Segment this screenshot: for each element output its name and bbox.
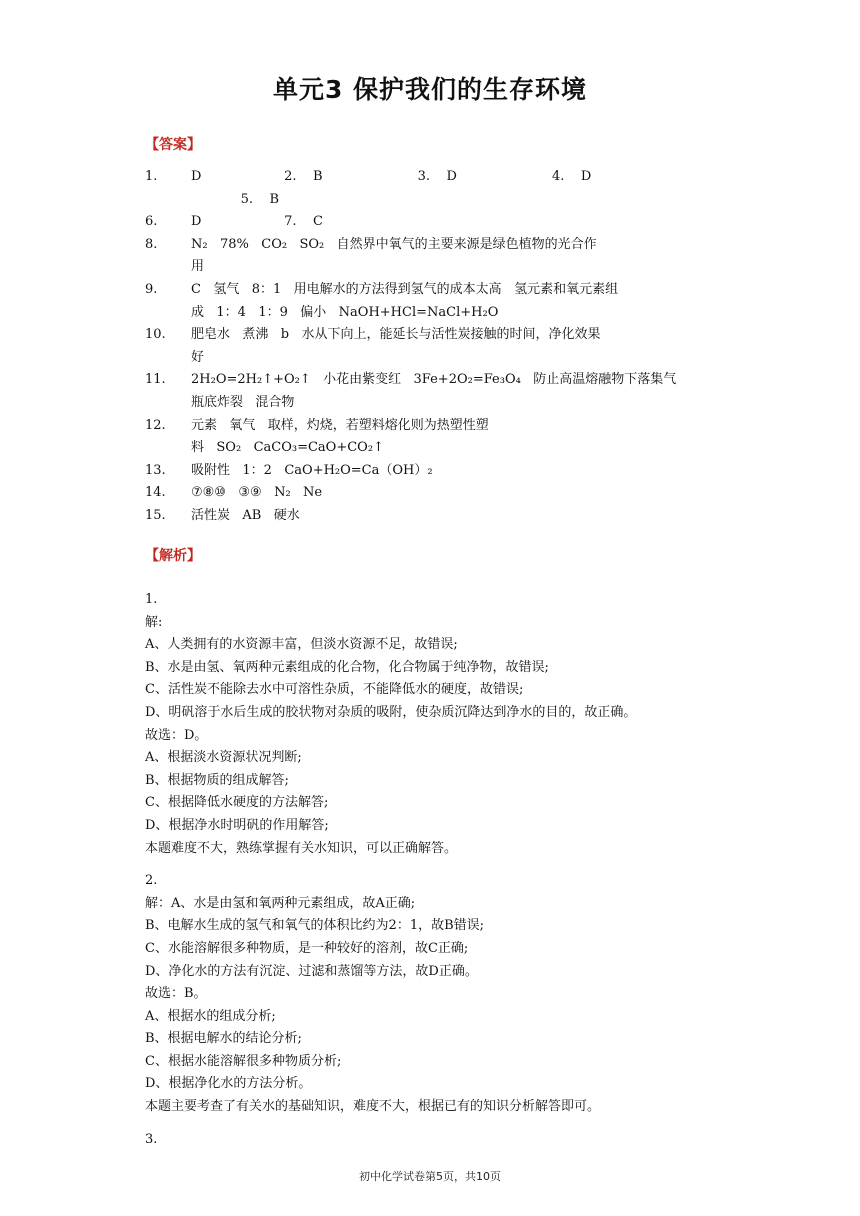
answer-number: 1. <box>145 169 158 184</box>
page-footer: 初中化学试卷第5页，共10页 <box>359 1170 501 1183</box>
analysis-line: 2. <box>145 873 158 889</box>
answer-text: D 7. C <box>191 214 323 230</box>
answer-line <box>145 324 725 347</box>
answer-text: 成 1：4 1：9 偏小 NaOH+HCl=NaCl+H₂O <box>191 304 499 320</box>
analysis-heading: 【解析】 <box>145 548 201 564</box>
answer-text: 元素 氧气 取样，灼烧，若塑料熔化则为热塑性塑 <box>191 417 489 433</box>
answer-number: 12. <box>145 417 166 433</box>
answer-line <box>145 415 725 438</box>
analysis-line: C、根据水能溶解很多种物质分析; <box>145 1053 342 1069</box>
answer-text: 5. B <box>191 191 280 207</box>
paragraph-gap <box>145 1119 745 1129</box>
analysis-body <box>145 589 745 1151</box>
answer-number: 11. <box>145 372 166 388</box>
answer-text: D 2. B 3. D 4. D <box>191 169 592 184</box>
analysis-line: B、根据电解水的结论分析; <box>145 1031 302 1047</box>
page-title: 单元3 保护我们的生存环境 <box>272 75 588 104</box>
answer-text: N₂ 78% CO₂ SO₂ 自然界中氧气的主要来源是绿色植物的光合作 <box>191 236 597 252</box>
answer-line <box>145 189 725 212</box>
analysis-line: 解: <box>145 614 163 630</box>
analysis-line: D、明矾溶于水后生成的胶状物对杂质的吸附，使杂质沉降达到净水的目的，故正确。 <box>145 704 637 720</box>
answer-line <box>145 234 725 257</box>
answer-line <box>145 279 725 302</box>
analysis-line: 3. <box>145 1131 158 1147</box>
analysis-line: A、根据淡水资源状况判断; <box>145 750 302 766</box>
answer-line <box>145 166 725 189</box>
analysis-line: A、根据水的组成分析; <box>145 1008 276 1024</box>
answer-list <box>145 166 725 528</box>
answer-text: 用 <box>191 259 205 275</box>
analysis-line: 故选：D。 <box>145 727 208 743</box>
answer-number: 8. <box>145 236 158 252</box>
answer-number: 9. <box>145 281 158 297</box>
analysis-line: A、人类拥有的水资源丰富，但淡水资源不足，故错误; <box>145 637 458 653</box>
answer-text: ⑦⑧⑩ ③⑨ N₂ Ne <box>191 485 323 501</box>
answer-line <box>145 347 725 370</box>
analysis-line: D、根据净化水的方法分析。 <box>145 1076 312 1092</box>
analysis-line: 本题难度不大，熟练掌握有关水知识，可以正确解答。 <box>145 840 458 856</box>
answer-line <box>145 505 725 528</box>
answer-line <box>145 482 725 505</box>
analysis-line: B、水是由氢、氧两种元素组成的化合物，化合物属于纯净物，故错误; <box>145 659 549 675</box>
analysis-line: D、净化水的方法有沉淀、过滤和蒸馏等方法，故D正确。 <box>145 963 478 979</box>
analysis-line: B、根据物质的组成解答; <box>145 772 289 788</box>
answer-text: 料 SO₂ CaCO₃=CaO+CO₂↑ <box>191 440 384 456</box>
analysis-line: C、根据降低水硬度的方法解答; <box>145 795 329 811</box>
analysis-line: 故选：B。 <box>145 986 207 1002</box>
answer-line <box>145 437 725 460</box>
answer-line <box>145 369 725 392</box>
paragraph-gap <box>145 860 745 870</box>
answer-line <box>145 211 725 234</box>
answer-number: 13. <box>145 462 166 478</box>
answer-line <box>145 460 725 483</box>
answer-line <box>145 302 725 325</box>
answer-number: 6. <box>145 214 158 230</box>
analysis-line: 解：A、水是由氢和氧两种元素组成，故A正确; <box>145 895 416 911</box>
answer-number: 10. <box>145 327 166 343</box>
analysis-line: 1. <box>145 592 158 607</box>
answer-text: 瓶底炸裂 混合物 <box>191 394 295 410</box>
answer-number: 14. <box>145 485 166 501</box>
answer-line <box>145 256 725 279</box>
answer-heading: 【答案】 <box>145 137 201 153</box>
answer-text: 吸附性 1：2 CaO+H₂O=Ca（OH）₂ <box>191 462 433 478</box>
analysis-line: C、水能溶解很多种物质，是一种较好的溶剂，故C正确; <box>145 940 469 956</box>
analysis-line: D、根据净水时明矾的作用解答; <box>145 817 329 833</box>
answer-text: 好 <box>191 349 205 365</box>
analysis-line: 本题主要考查了有关水的基础知识，难度不大，根据已有的知识分析解答即可。 <box>145 1099 601 1115</box>
answer-number: 15. <box>145 507 166 523</box>
answer-text: 活性炭 AB 硬水 <box>191 507 300 523</box>
answer-text: C 氢气 8：1 用电解水的方法得到氢气的成本太高 氢元素和氧元素组 <box>191 281 619 297</box>
answer-text: 肥皂水 煮沸 b 水从下向上，能延长与活性炭接触的时间，净化效果 <box>191 327 601 343</box>
answer-text: 2H₂O=2H₂↑+O₂↑ 小花由紫变红 3Fe+2O₂=Fe₃O₄ 防止高温熔融物下落集气 <box>191 372 677 388</box>
answer-line <box>145 392 725 415</box>
analysis-line: B、电解水生成的氢气和氧气的体积比约为2：1，故B错误; <box>145 918 485 934</box>
analysis-line: C、活性炭不能除去水中可溶性杂质，不能降低水的硬度，故错误; <box>145 682 524 698</box>
